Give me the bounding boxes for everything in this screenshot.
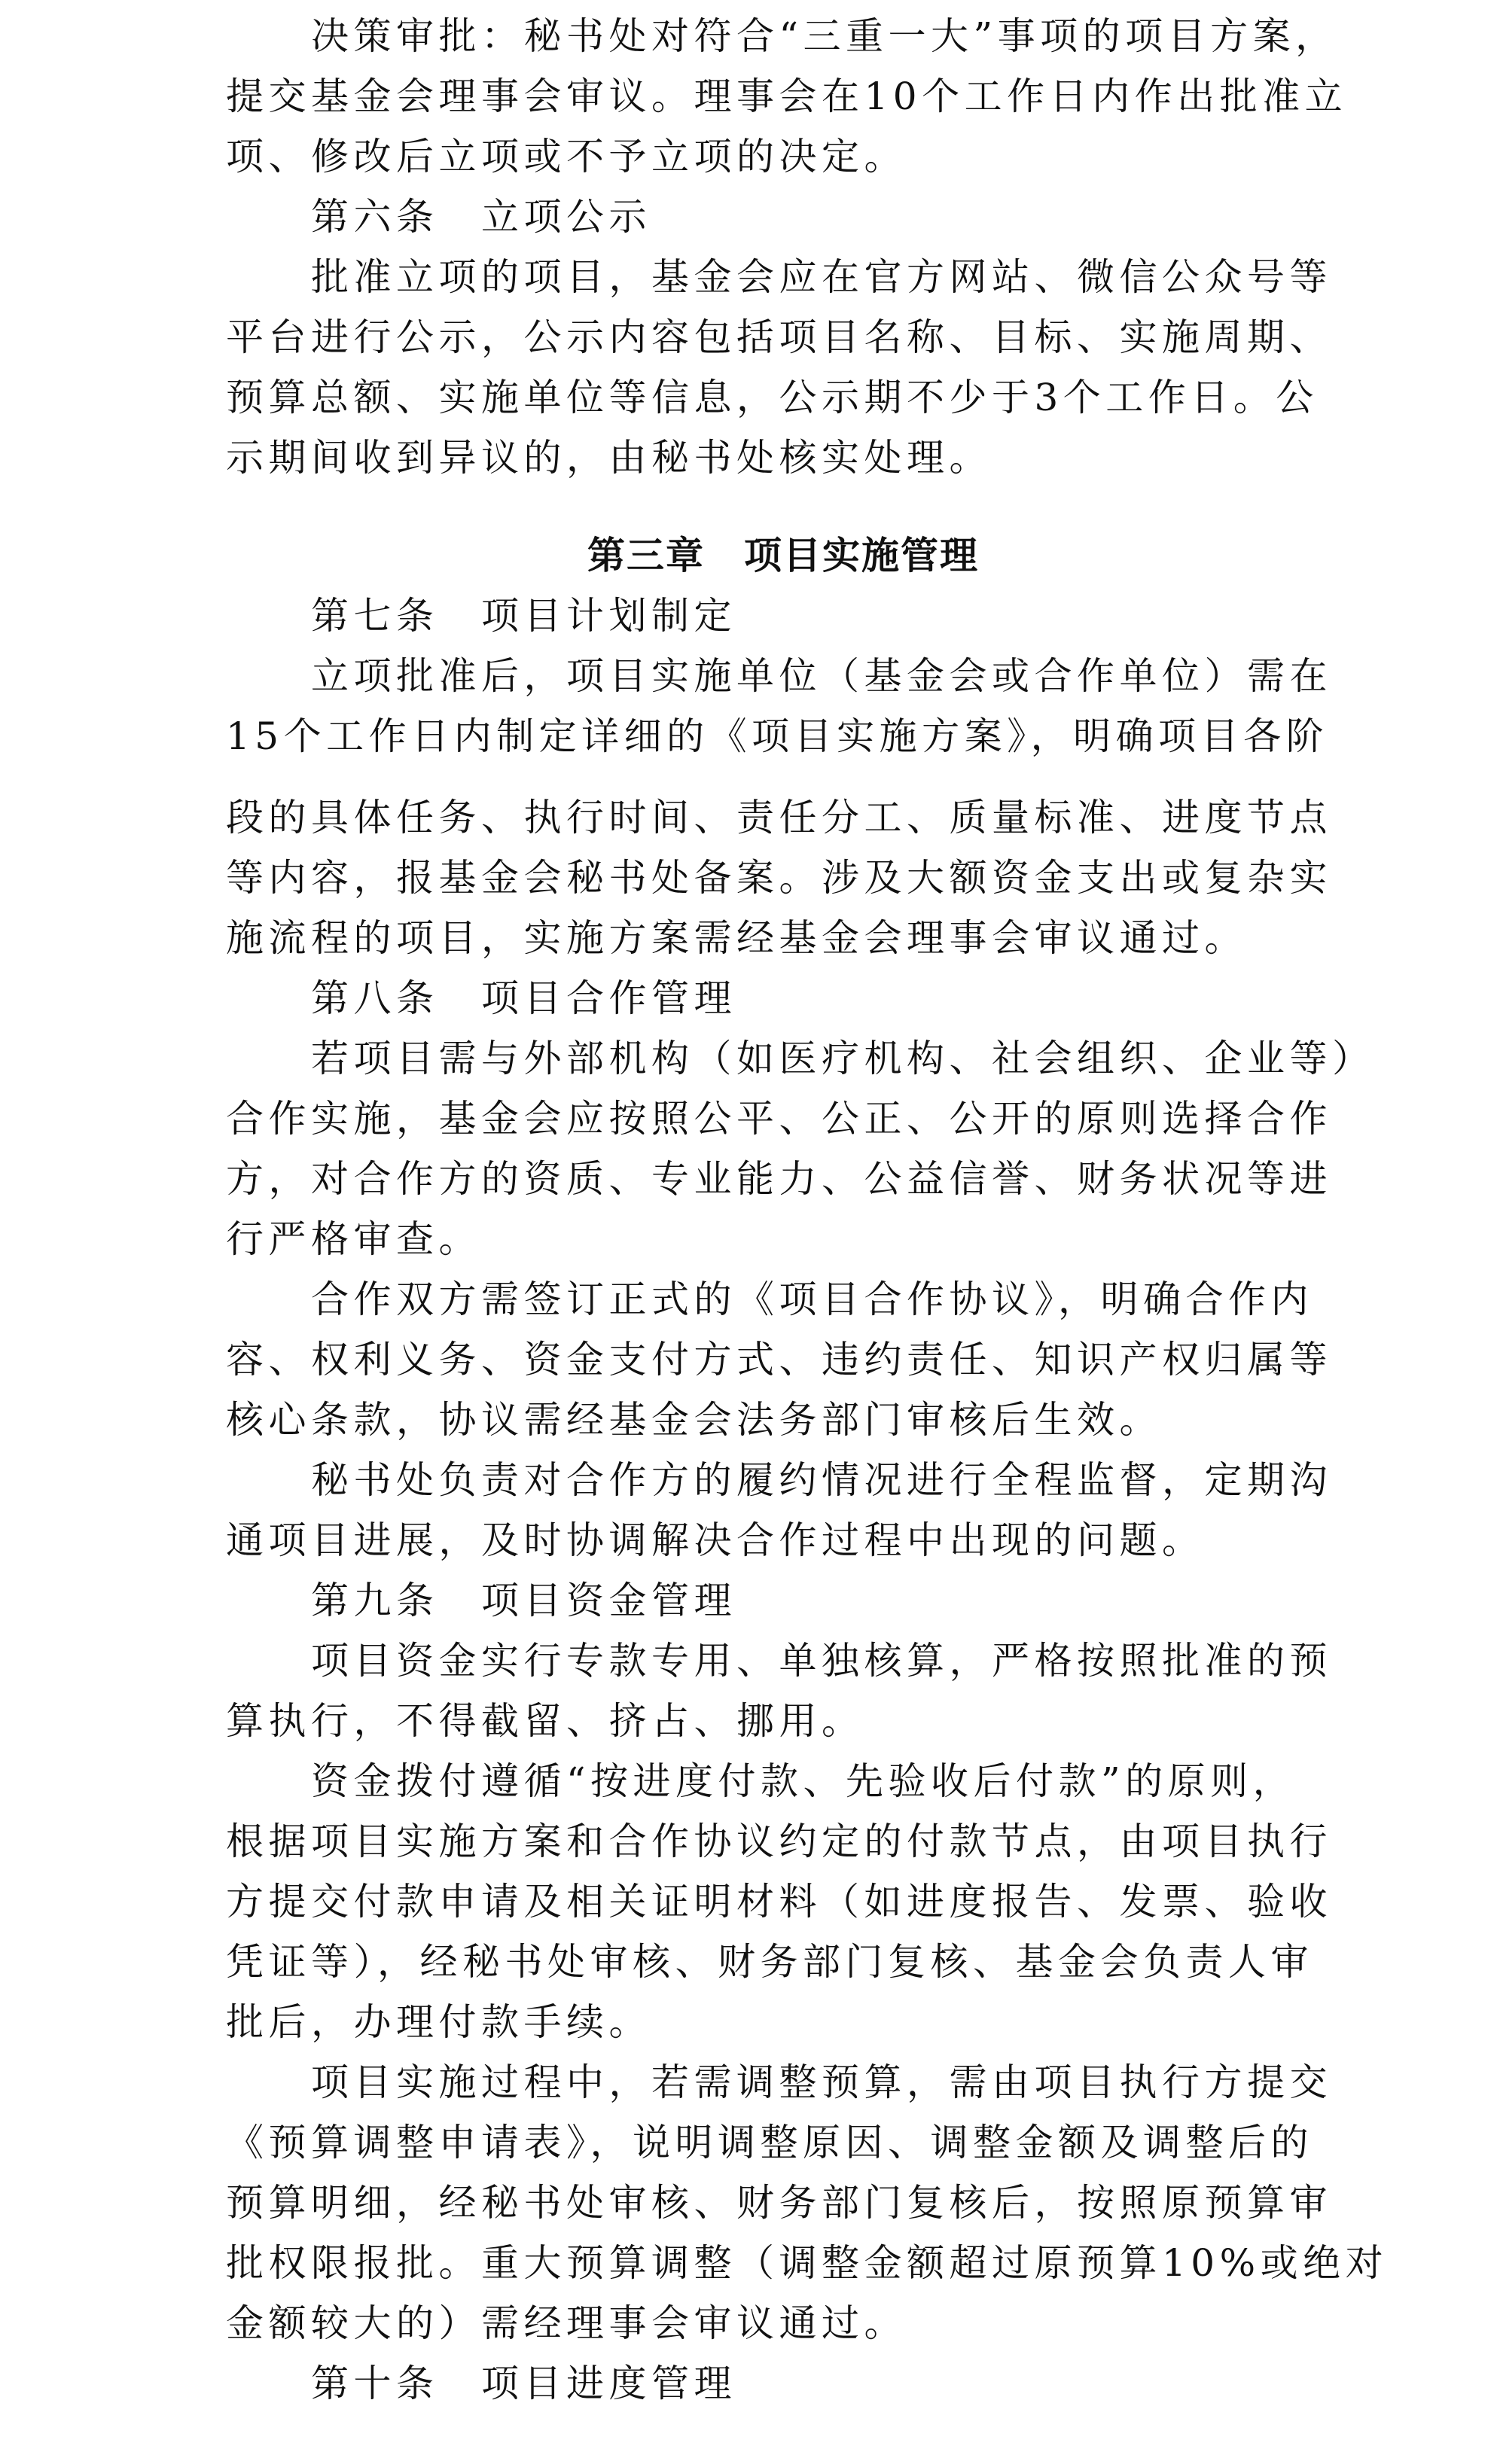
paragraph-line: 批准立项的项目，基金会应在官方网站、微信公众号等 [226,255,1332,299]
paragraph-line: 施流程的项目，实施方案需经基金会理事会审议通过。 [226,916,1247,960]
spacer [226,488,1295,525]
article-heading-7: 第七条 项目计划制定 [226,594,736,638]
chapter-title: 第三章 项目实施管理 [587,534,979,577]
paragraph-line: 根据项目实施方案和合作协议约定的付款节点，由项目执行 [226,1820,1332,1863]
paragraph-line: 立项批准后，项目实施单位（基金会或合作单位）需在 [226,654,1332,698]
paragraph-line: 预算明细，经秘书处审核、财务部门复核后，按照原预算审 [226,2181,1332,2225]
paragraph-line: 项目实施过程中，若需调整预算，需由项目执行方提交 [226,2060,1332,2104]
paragraph-line: 秘书处负责对合作方的履约情况进行全程监督，定期沟 [226,1458,1332,1502]
paragraph-line: 批权限报批。重大预算调整（调整金额超过原预算10%或绝对 [226,2241,1389,2285]
paragraph-line: 若项目需与外部机构（如医疗机构、社会组织、企业等） [226,1037,1375,1080]
paragraph-line: 合作双方需签订正式的《项目合作协议》，明确合作内 [226,1278,1313,1321]
paragraph-line: 段的具体任务、执行时间、责任分工、质量标准、进度节点 [226,796,1332,839]
paragraph-line: 方提交付款申请及相关证明材料（如进度报告、发票、验收 [226,1880,1332,1923]
paragraph-line: 行严格审查。 [226,1217,481,1261]
paragraph-line: 资金拨付遵循“按进度付款、先验收后付款”的原则， [226,1759,1296,1803]
paragraph-line: 批后，办理付款手续。 [226,2000,651,2044]
paragraph-line: 决策审批：秘书处对符合“三重一大”事项的项目方案， [226,14,1338,58]
article-heading-9: 第九条 项目资金管理 [226,1579,736,1622]
document-page [226,0,1389,2414]
paragraph-line: 15个工作日内制定详细的《项目实施方案》，明确项目各阶 [226,714,1329,758]
paragraph-line: 《预算调整申请表》，说明调整原因、调整金额及调整后的 [226,2121,1313,2164]
paragraph-line: 容、权利义务、资金支付方式、违约责任、知识产权归属等 [226,1338,1332,1381]
paragraph-line: 通项目进展，及时协调解决合作过程中出现的问题。 [226,1518,1205,1562]
paragraph-line: 平台进行公示，公示内容包括项目名称、目标、实施周期、 [226,315,1332,359]
article-heading-8: 第八条 项目合作管理 [226,976,736,1020]
paragraph-line: 算执行，不得截留、挤占、挪用。 [226,1699,864,1743]
paragraph-line: 项目资金实行专款专用、单独核算，严格按照批准的预 [226,1639,1332,1683]
paragraph-line: 方，对合作方的资质、专业能力、公益信誉、财务状况等进 [226,1157,1332,1201]
paragraph-line: 提交基金会理事会审议。理事会在10个工作日内作出批准立 [226,75,1348,118]
paragraph-line: 项、修改后立项或不予立项的决定。 [226,135,907,178]
paragraph-line: 预算总额、实施单位等信息，公示期不少于3个工作日。公 [226,376,1319,419]
paragraph-line: 等内容，报基金会秘书处备案。涉及大额资金支出或复杂实 [226,856,1332,900]
paragraph-line: 核心条款，协议需经基金会法务部门审核后生效。 [226,1398,1162,1442]
paragraph-line: 示期间收到异议的，由秘书处核实处理。 [226,436,992,480]
spacer [226,766,1295,787]
paragraph-line: 合作实施，基金会应按照公平、公正、公开的原则选择合作 [226,1097,1332,1141]
article-heading-6: 第六条 立项公示 [226,195,651,239]
article-heading-10: 第十条 项目进度管理 [226,2362,736,2405]
paragraph-line: 凭证等），经秘书处审核、财务部门复核、基金会负责人审 [226,1940,1313,1984]
paragraph-line: 金额较大的）需经理事会审议通过。 [226,2301,907,2345]
